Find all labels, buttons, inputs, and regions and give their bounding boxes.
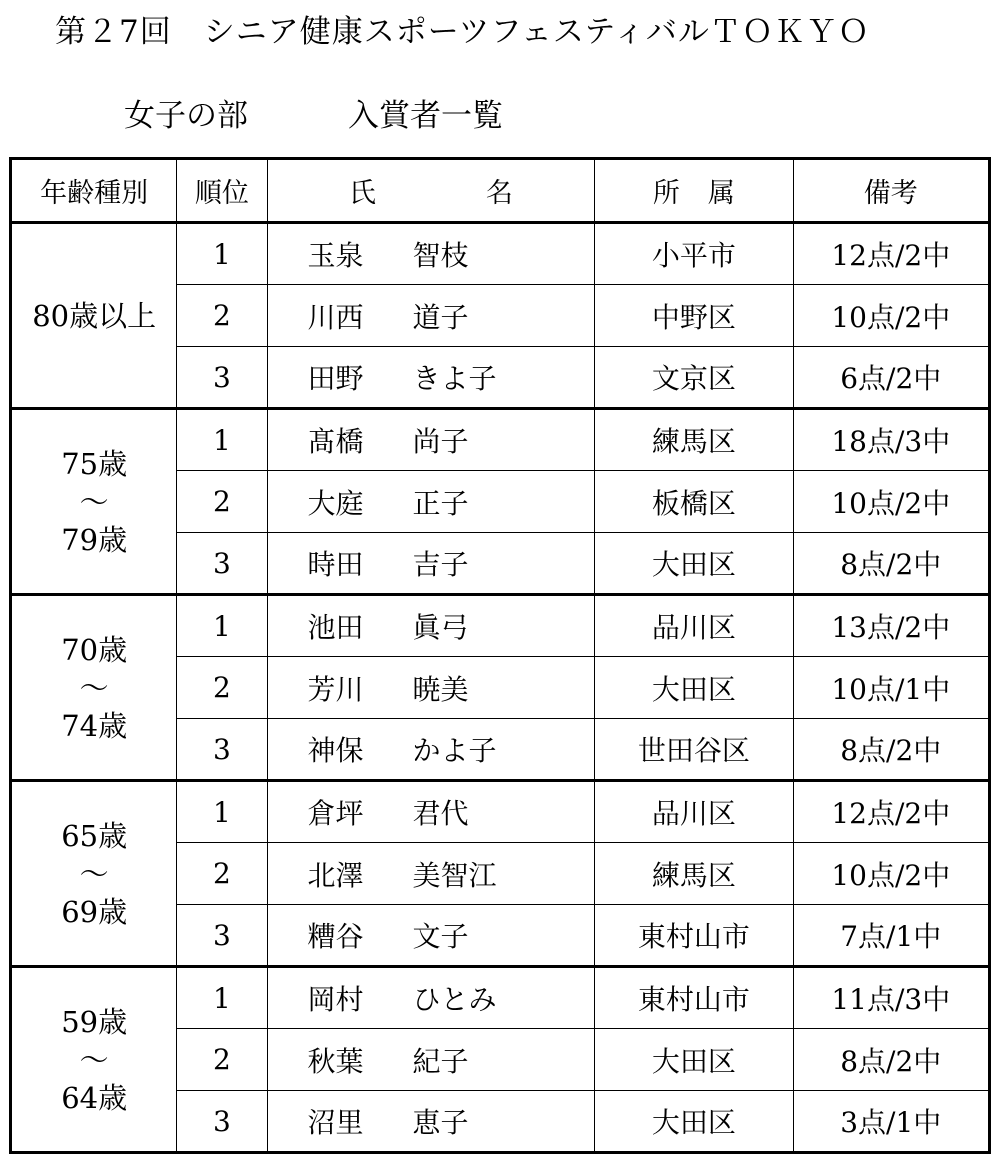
given-name: 文子 [412,920,469,953]
name-cell [267,1091,595,1153]
affiliation-cell: 大田区 [595,1029,793,1091]
note-cell: 18点/3中 [793,409,989,471]
age-category-line: 65歳 [61,818,128,853]
name-cell [267,409,595,471]
surname: 芳川 [307,672,364,706]
given-name: 暁美 [412,672,469,706]
given-name: 道子 [412,300,469,334]
age-category-line: 59歳 [61,1004,128,1039]
affiliation-cell: 大田区 [595,533,793,595]
header-affiliation [595,159,793,223]
given-name: 眞弓 [412,611,469,644]
age-category-line: 75歳 [61,446,128,481]
given-name: かよ子 [412,734,497,767]
given-name: 正子 [412,486,469,520]
age-category-line: 74歳 [61,708,128,743]
given-name: 吉子 [412,548,469,581]
age-category-cell [11,409,177,595]
name-cell [267,533,595,595]
note-cell: 13点/2中 [793,595,989,657]
surname: 岡村 [307,983,364,1016]
results-body [11,223,990,1153]
note-cell: 10点/1中 [793,657,989,719]
given-name: ひとみ [412,983,497,1016]
rank-cell: 3 [177,905,267,967]
rank-cell: 2 [177,843,267,905]
surname: 田野 [307,362,364,395]
surname: 髙橋 [307,425,364,458]
age-category-line: ～ [79,670,109,705]
affiliation-cell: 大田区 [595,657,793,719]
age-category-cell [11,781,177,967]
note-cell: 3点/1中 [793,1091,989,1153]
results-table [9,157,991,1154]
rank-cell: 2 [177,285,267,347]
header-name-2: 名 [485,178,513,209]
name-cell [267,967,595,1029]
rank-cell: 2 [177,657,267,719]
header-aff-2: 属 [707,178,735,209]
note-cell: 10点/2中 [793,843,989,905]
surname: 神保 [307,734,364,767]
note-cell: 7点/1中 [793,905,989,967]
affiliation-cell: 東村山市 [595,967,793,1029]
table-row [11,781,990,843]
age-category-line: 80歳以上 [32,298,157,333]
table-row [11,409,990,471]
name-cell [267,595,595,657]
surname: 沼里 [307,1106,364,1139]
note-cell: 12点/2中 [793,781,989,843]
name-cell [267,285,595,347]
affiliation-cell: 品川区 [595,781,793,843]
given-name: 君代 [412,797,469,830]
affiliation-cell: 練馬区 [595,843,793,905]
note-cell: 6点/2中 [793,347,989,409]
age-category-line: ～ [79,1042,109,1077]
surname: 北澤 [307,858,364,892]
surname: 秋葉 [307,1044,364,1078]
affiliation-cell: 小平市 [595,223,793,285]
page-title: 第２7回 シニア健康スポーツフェスティバルＴＯＫＹＯ [55,14,870,50]
note-cell: 10点/2中 [793,471,989,533]
name-cell [267,1029,595,1091]
name-cell [267,905,595,967]
rank-cell: 1 [177,967,267,1029]
rank-cell: 1 [177,223,267,285]
note-cell: 8点/2中 [793,719,989,781]
affiliation-cell: 世田谷区 [595,719,793,781]
table-row [11,595,990,657]
note-cell: 12点/2中 [793,223,989,285]
rank-cell: 3 [177,533,267,595]
note-cell: 11点/3中 [793,967,989,1029]
surname: 川西 [307,300,364,334]
age-category-line: 64歳 [61,1080,128,1115]
surname: 池田 [307,611,364,644]
rank-cell: 1 [177,781,267,843]
name-cell [267,719,595,781]
name-cell [267,657,595,719]
rank-cell: 3 [177,347,267,409]
note-cell: 8点/2中 [793,1029,989,1091]
given-name: 尚子 [412,425,469,458]
note-cell: 8点/2中 [793,533,989,595]
name-cell [267,781,595,843]
rank-cell: 1 [177,595,267,657]
affiliation-cell: 中野区 [595,285,793,347]
given-name: 恵子 [412,1106,469,1139]
surname: 糟谷 [307,920,364,953]
affiliation-cell: 大田区 [595,1091,793,1153]
age-category-cell [11,967,177,1153]
division-subtitle: 女子の部 [124,98,248,134]
name-cell [267,471,595,533]
rank-cell: 3 [177,1091,267,1153]
header-aff-1: 所 [652,178,680,209]
given-name: きよ子 [412,362,497,395]
affiliation-cell: 品川区 [595,595,793,657]
age-category-line: 69歳 [61,894,128,929]
affiliation-cell: 東村山市 [595,905,793,967]
age-category-line: ～ [79,484,109,519]
age-category-line: 70歳 [61,632,128,667]
given-name: 紀子 [412,1044,469,1078]
rank-cell: 1 [177,409,267,471]
name-cell [267,843,595,905]
rank-cell: 2 [177,471,267,533]
header-note: 備考 [793,159,989,223]
affiliation-cell: 板橋区 [595,471,793,533]
age-category-line: 79歳 [61,522,128,557]
surname: 大庭 [307,486,364,520]
rank-cell: 3 [177,719,267,781]
age-category-cell [11,595,177,781]
surname: 倉坪 [307,797,364,830]
rank-cell: 2 [177,1029,267,1091]
given-name: 智枝 [412,239,469,272]
note-cell: 10点/2中 [793,285,989,347]
given-name: 美智江 [412,858,497,892]
header-name [267,159,595,223]
name-cell [267,347,595,409]
name-cell [267,223,595,285]
header-rank: 順位 [177,159,267,223]
age-category-cell [11,223,177,409]
table-row [11,223,990,285]
header-row [11,159,990,223]
header-name-1: 氏 [348,178,376,209]
list-subtitle: 入賞者一覧 [348,98,503,134]
surname: 時田 [307,548,364,581]
affiliation-cell: 練馬区 [595,409,793,471]
age-category-line: ～ [79,856,109,891]
surname: 玉泉 [307,239,364,272]
table-row [11,967,990,1029]
header-age: 年齢種別 [11,159,177,223]
affiliation-cell: 文京区 [595,347,793,409]
